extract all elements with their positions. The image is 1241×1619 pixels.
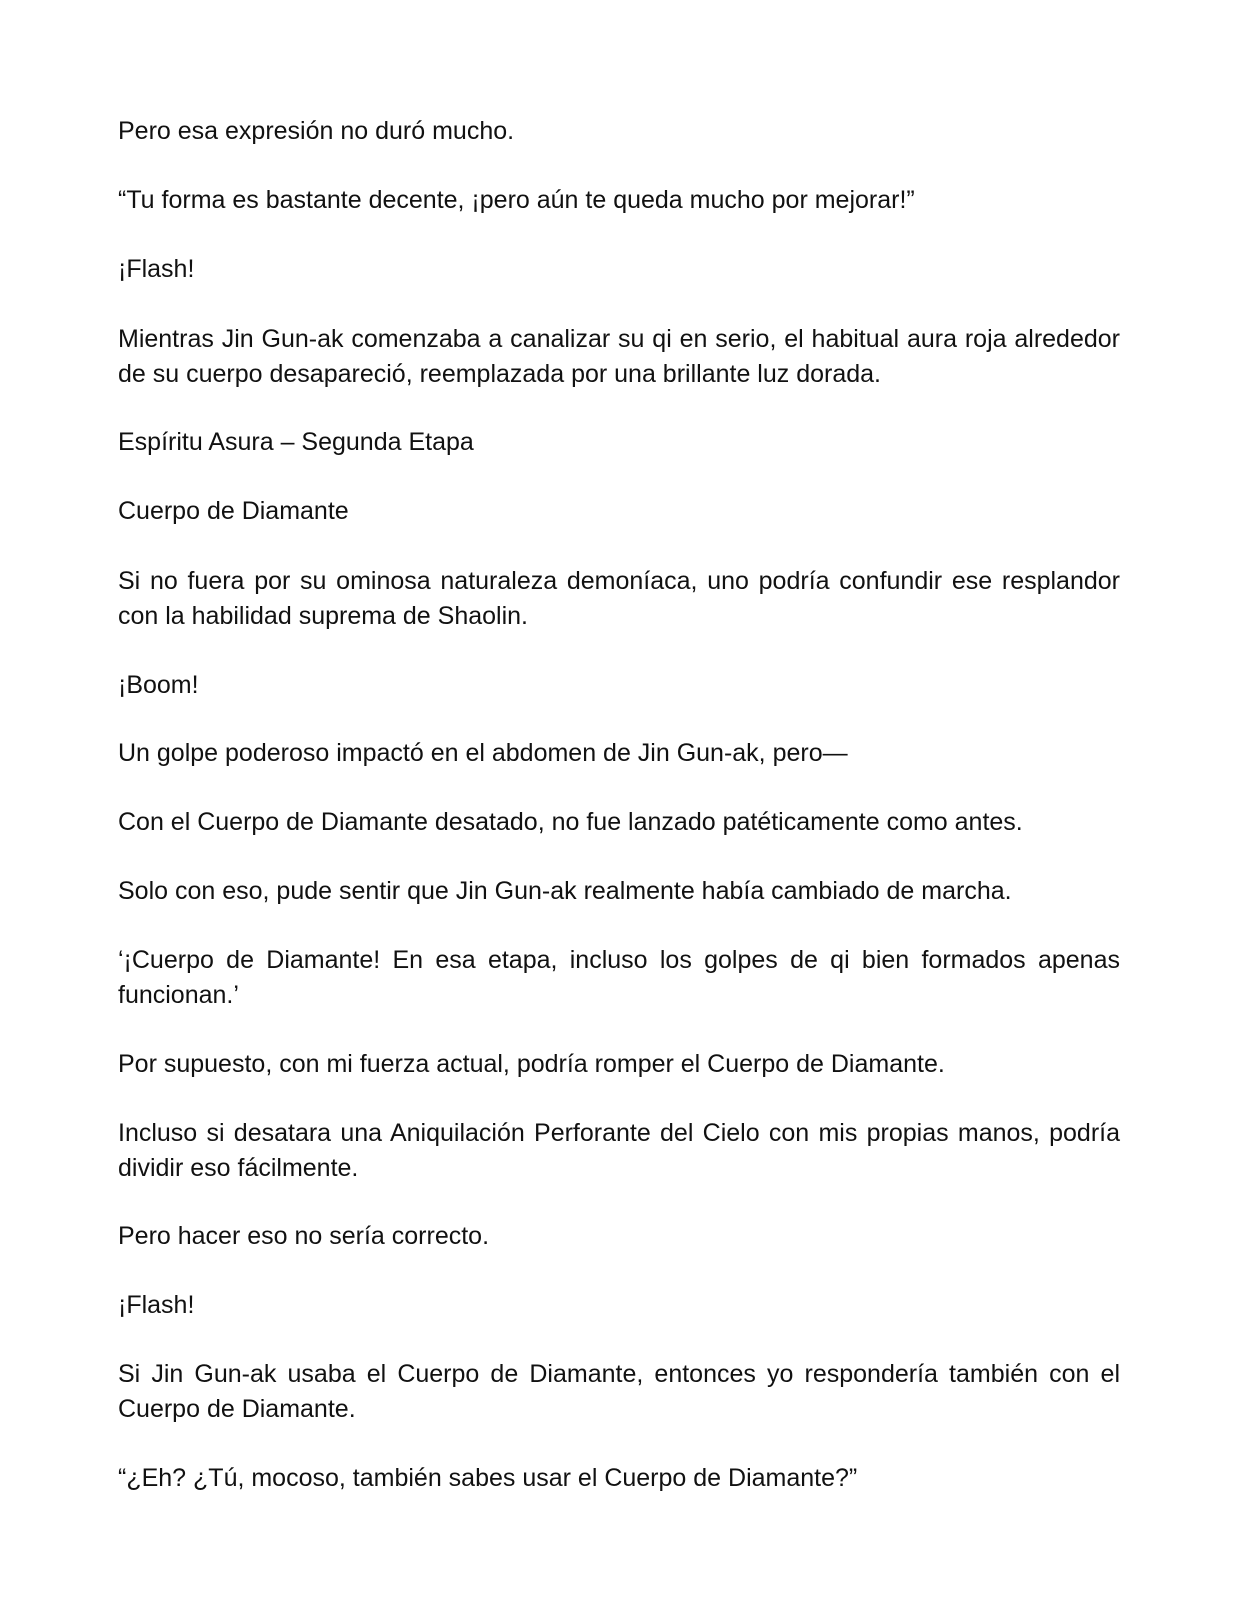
paragraph: ¡Flash!	[118, 1291, 195, 1319]
paragraph: ‘¡Cuerpo de Diamante! En esa etapa, incluso los golpes de qi bien formados apenas funcionan.’	[118, 946, 1120, 1009]
paragraph: Si Jin Gun-ak usaba el Cuerpo de Diamante, entonces yo respondería también con el Cuerpo de Diamante.	[118, 1360, 1120, 1423]
paragraph: ¡Boom!	[118, 671, 199, 699]
paragraph: Por supuesto, con mi fuerza actual, podría romper el Cuerpo de Diamante.	[118, 1050, 945, 1078]
paragraph: Mientras Jin Gun-ak comenzaba a canalizar su qi en serio, el habitual aura roja alrededor de su cuerpo desapareció, reemplazada por una brillante luz dorada.	[118, 325, 1120, 388]
paragraph: Si no fuera por su ominosa naturaleza demoníaca, uno podría confundir ese resplandor con la habilidad suprema de Shaolin.	[118, 567, 1120, 630]
paragraph: Solo con eso, pude sentir que Jin Gun-ak realmente había cambiado de marcha.	[118, 877, 1012, 905]
paragraph: Pero hacer eso no sería correcto.	[118, 1222, 490, 1250]
paragraph: Pero esa expresión no duró mucho.	[118, 117, 515, 145]
paragraph: Espíritu Asura – Segunda Etapa	[118, 428, 474, 456]
paragraph: Con el Cuerpo de Diamante desatado, no fue lanzado patéticamente como antes.	[118, 808, 1023, 836]
paragraph: Cuerpo de Diamante	[118, 497, 349, 525]
paragraph: Incluso si desatara una Aniquilación Perforante del Cielo con mis propias manos, podría dividir eso fácilmente.	[118, 1119, 1120, 1182]
paragraph: “Tu forma es bastante decente, ¡pero aún te queda mucho por mejorar!”	[118, 186, 915, 214]
paragraph: Un golpe poderoso impactó en el abdomen de Jin Gun-ak, pero—	[118, 739, 848, 767]
paragraph: “¿Eh? ¿Tú, mocoso, también sabes usar el Cuerpo de Diamante?”	[118, 1464, 858, 1492]
paragraph: ¡Flash!	[118, 255, 195, 283]
